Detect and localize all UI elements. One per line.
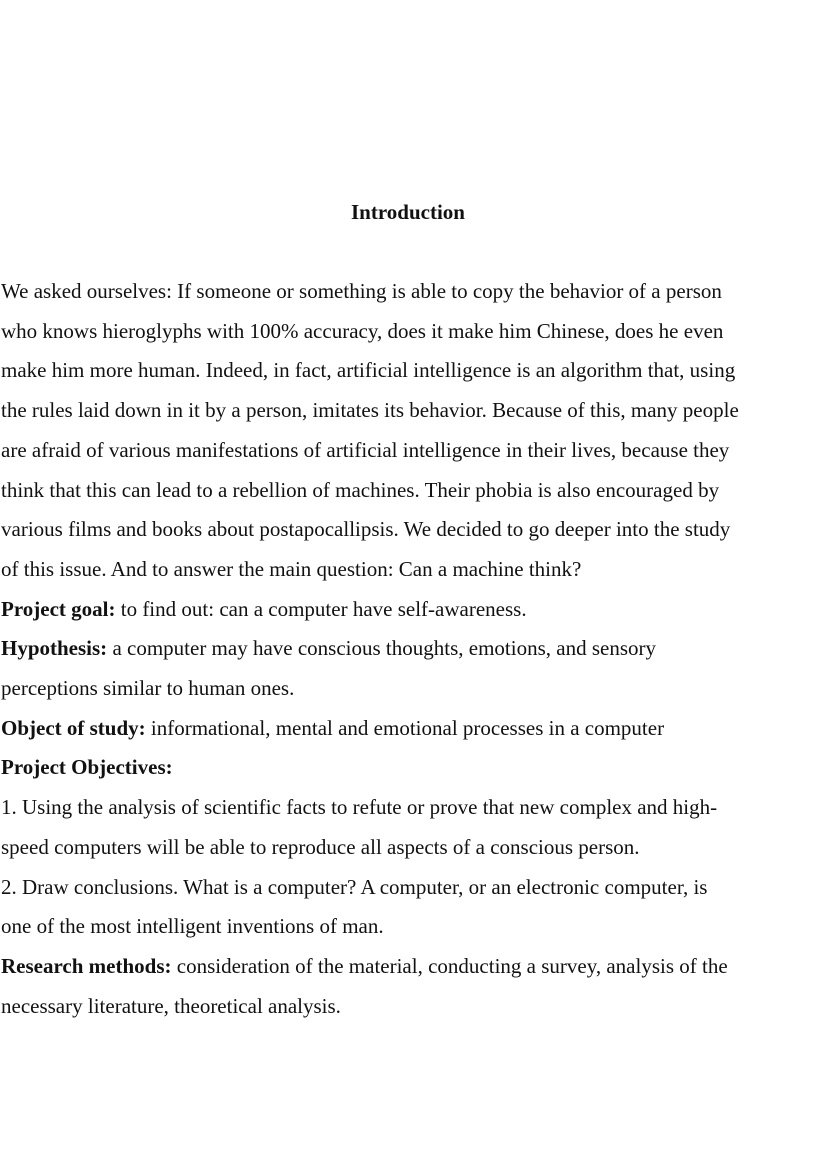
intro-line: We asked ourselves: If someone or something is able to copy the behavior of a person [1,279,722,303]
objectives-label: Project Objectives: [1,755,173,780]
project-goal-label: Project goal: [1,596,116,621]
object-of-study-label: Object of study: [1,715,146,740]
research-methods-text: consideration of the material, conducting a survey, analysis of the [171,953,728,978]
objective-item-1: 1. Using the analysis of scientific facts to refute or prove that new complex and high- [1,795,718,820]
intro-line: of this issue. And to answer the main question: Can a machine think? [1,556,582,581]
objective-item-1-continued: speed computers will be able to reproduce all aspects of a conscious person. [1,834,640,859]
page-title: Introduction [351,200,465,224]
objectives-heading [1,748,813,788]
intro-line: who knows hieroglyphs with 100% accuracy, does it make him Chinese, does he even [1,318,724,343]
research-methods-label: Research methods: [1,953,172,978]
hypothesis [1,629,813,669]
intro-line: are afraid of various manifestations of artificial intelligence in their lives, because they [1,437,730,462]
object-of-study [1,709,813,749]
body-text [1,272,813,1026]
object-of-study-text: informational, mental and emotional processes in a computer [145,715,665,740]
intro-line: think that this can lead to a rebellion of machines. Their phobia is also encouraged by [1,477,720,502]
intro-line: the rules laid down in it by a person, imitates its behavior. Because of this, many people [1,398,739,423]
hypothesis-label: Hypothesis: [1,636,108,661]
hypothesis-text: a computer may have conscious thoughts, emotions, and sensory [107,636,656,661]
intro-line: make him more human. Indeed, in fact, artificial intelligence is an algorithm that, using [1,358,736,383]
hypothesis-continued: perceptions similar to human ones. [1,676,295,701]
research-methods-continued: necessary literature, theoretical analysis. [1,993,341,1018]
research-methods [1,947,813,987]
objective-item-2-continued: one of the most intelligent inventions of man. [1,914,384,939]
project-goal-text: to find out: can a computer have self-awareness. [115,596,527,621]
intro-line: various films and books about postapocallipsis. We decided to go deeper into the study [1,517,731,542]
objective-item-2: 2. Draw conclusions. What is a computer? A computer, or an electronic computer, is [1,874,708,899]
project-goal [1,590,813,630]
